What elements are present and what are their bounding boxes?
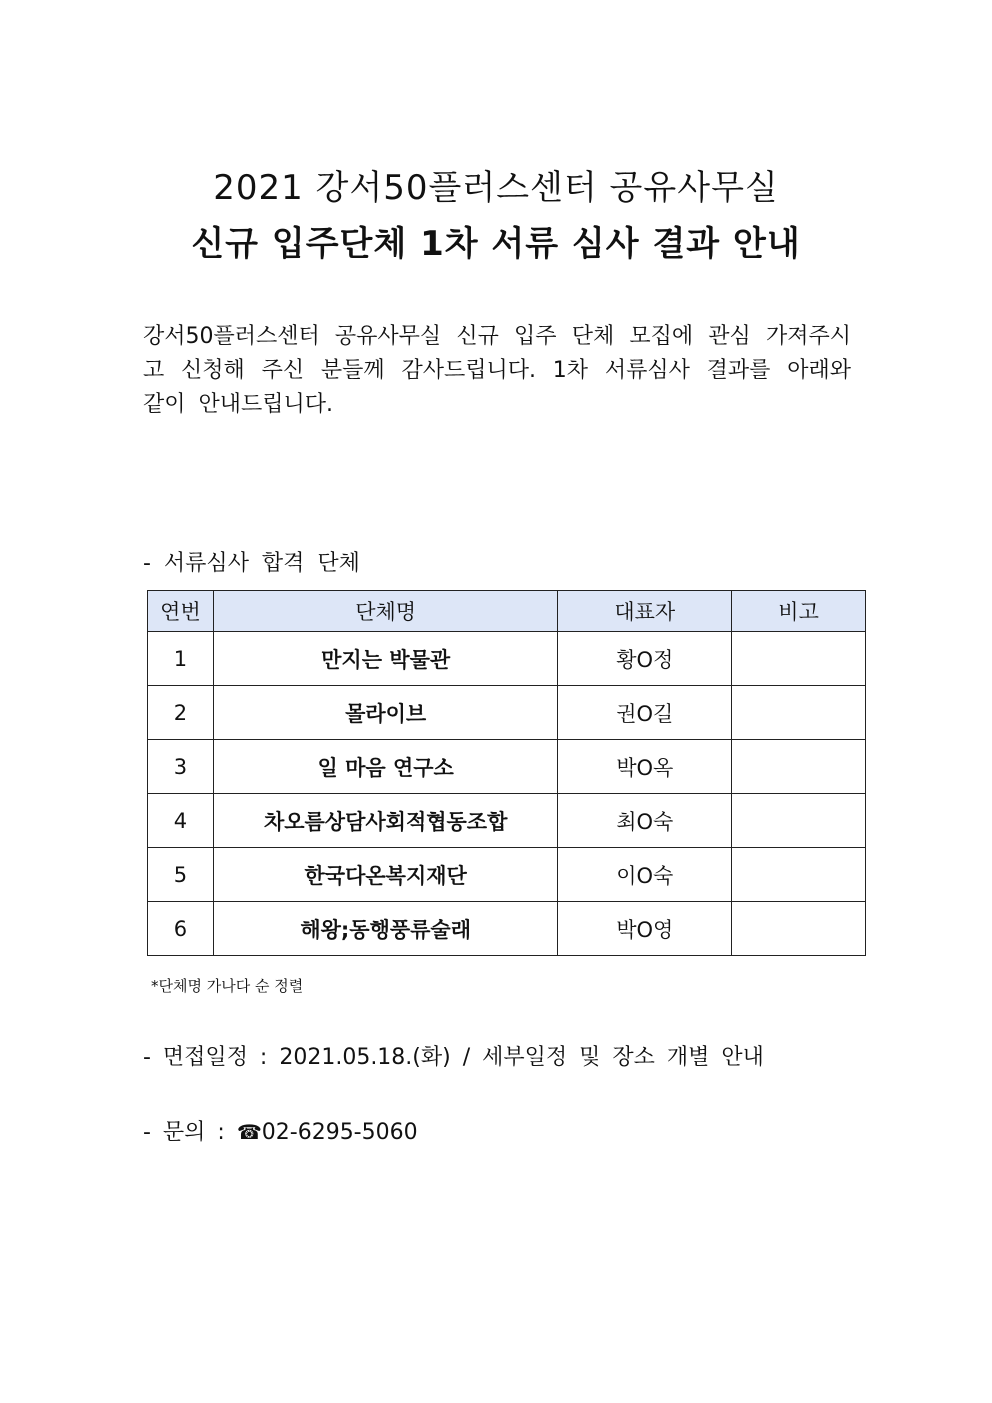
cell-note [732,794,866,848]
cell-note [732,632,866,686]
cell-rep: 권O길 [558,686,732,740]
contact-prefix: - 문의 : [143,1120,237,1145]
cell-rep: 박O옥 [558,740,732,794]
cell-rep: 최O숙 [558,794,732,848]
table-row [148,686,866,740]
cell-no: 4 [148,794,214,848]
table-row [148,632,866,686]
cell-org: 한국다온복지재단 [213,848,557,902]
table-row [148,740,866,794]
page-title-line1: 2021 강서50플러스센터 공유사무실 [213,168,779,208]
cell-no: 3 [148,740,214,794]
header-rep: 대표자 [558,591,732,632]
cell-note [732,686,866,740]
table-header-row [148,591,866,632]
cell-org: 차오름상담사회적협동조합 [213,794,557,848]
cell-org: 일 마음 연구소 [213,740,557,794]
cell-note [732,902,866,956]
table-row [148,902,866,956]
results-table [147,590,866,956]
table-row [148,794,866,848]
cell-org: 해왕;동행풍류술래 [213,902,557,956]
contact-phone: 02-6295-5060 [261,1120,418,1145]
page-title-line2: 신규 입주단체 1차 서류 심사 결과 안내 [191,224,801,264]
cell-no: 2 [148,686,214,740]
cell-org: 몰라이브 [213,686,557,740]
cell-rep: 이O숙 [558,848,732,902]
section-label-passed-groups: - 서류심사 합격 단체 [143,551,360,576]
cell-rep: 박O영 [558,902,732,956]
interview-schedule: - 면접일정 : 2021.05.18.(화) / 세부일정 및 장소 개별 안내 [143,1045,764,1070]
cell-org: 만지는 박물관 [213,632,557,686]
cell-no: 5 [148,848,214,902]
header-org: 단체명 [213,591,557,632]
table-row [148,848,866,902]
cell-note [732,848,866,902]
intro-paragraph: 강서50플러스센터 공유사무실 신규 입주 단체 모집에 관심 가져주시고 신청해 주신 분들께 감사드립니다. 1차 서류심사 결과를 아래와 같이 안내드립니다. [143,324,851,417]
table-footnote: *단체명 가나다 순 정렬 [151,977,304,995]
phone-icon: ☎ [236,1120,262,1144]
header-no: 연번 [148,591,214,632]
contact-line [143,1115,418,1146]
header-note: 비고 [732,591,866,632]
cell-rep: 황O정 [558,632,732,686]
cell-no: 1 [148,632,214,686]
cell-note [732,740,866,794]
cell-no: 6 [148,902,214,956]
